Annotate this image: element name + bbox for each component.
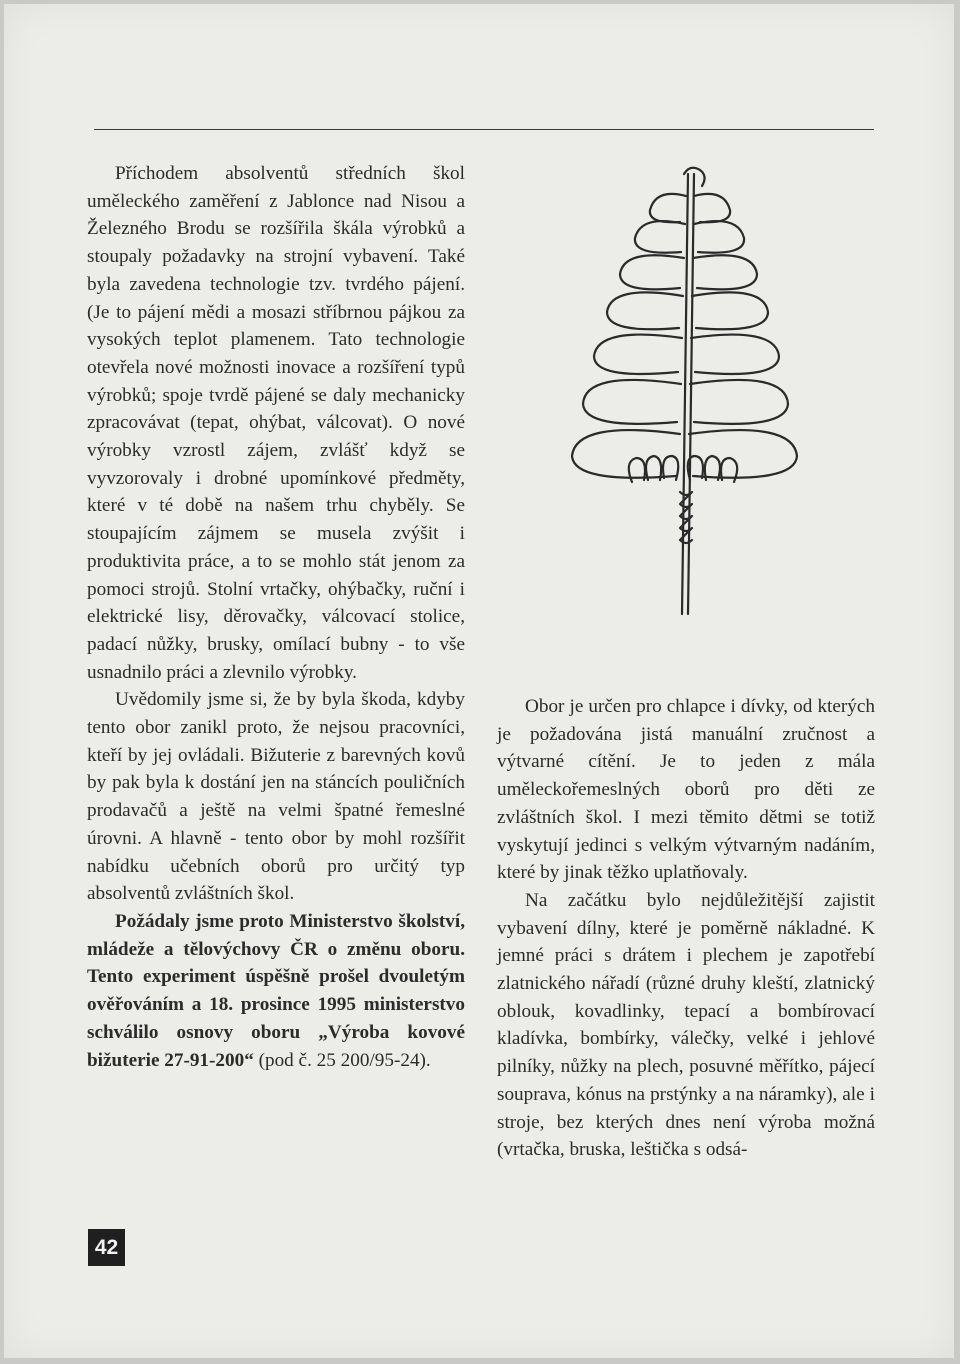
- left-paragraph-1: Příchodem absolventů středních škol uměleckého zaměření z Jablonce nad Nisou a Železného Brodu se rozšířila škála výrobků a stoupaly požadavky na strojní vybavení. Také byla zavedena technologie tzv. tvrdého pájení. (Je to pájení mědi a mosazi stříbrnou pájkou za vysokých teplot plamenem. Tato technologie otevřela nové možnosti inovace a rozšíření typů výrobků; spoje tvrdě pájené se daly mechanicky zpracovávat (tepat, ohýbat, válcovat). O nové výrobky vzrostl zájem, zvlášť když se vyvzorovaly i drobné upomínkové předměty, které v té době na našem trhu chyběly. Se stoupajícím zájmem se musela zvýšit i produktivita práce, a to se mohlo stát jenom za pomoci strojů. Stolní vrtačky, ohýbačky, ruční i elektrické lisy, děrovačky, válcovací stolice, padací nůžky, brusky, omílací bubny - to vše usnadnilo práci a zlevnilo výrobky.: [87, 163, 465, 683]
- page-number-badge: 42: [88, 1229, 125, 1266]
- course-name: Požádaly jsme proto Ministerstvo školství, mládeže a tělovýchovy ČR o změnu oboru. Tento experiment úspěšně prošel dvouletým ověřováním a 18. prosince 1995 ministerstvo schválilo osnovy oboru „Výroba kovové bižuterie 27-91-200“: [87, 910, 465, 1071]
- decree-number: (pod č. 25 200/95-24).: [253, 1049, 431, 1071]
- left-paragraph-2: Uvědomily jsme si, že by byla škoda, kdyby tento obor zanikl proto, že nejsou pracovníci, kteří by jej ovládali. Bižuterie z barevných kovů by pak byla k dostání jen na stáncích pouličních prodavačů a ještě na velmi špatné řemeslné úrovni. A hlavně - tento obor by mohl rozšířit nabídku učebních oborů pro určitý typ absolventů zvláštních škol.: [87, 689, 465, 905]
- right-paragraph-1: Obor je určen pro chlapce i dívky, od kterých je požadována jistá manuální zručnost a výtvarné cítění. Je to jeden z mála uměleckořemeslných oborů pro děti ze zvláštních škol. I mezi těmito dětmi se totiž vyskytují jedinci s velkým výtvarným nadáním, které by jinak těžko uplatňovaly.: [497, 696, 875, 884]
- right-column: [497, 693, 875, 1164]
- wire-jewelry-illustration: [552, 162, 832, 622]
- page: [4, 4, 954, 1358]
- right-paragraph-2: Na začátku bylo nejdůležitější zajistit vybavení dílny, které je poměrně nákladné. K jemné práci s drátem i plechem je zapotřebí zlatnického nářadí (různé druhy kleští, zlatnický oblouk, kovadlinky, tepací a bombírovací kladívka, bombírky, válečky, velké i jehlové pilníky, nůžky na plech, posuvné měřítko, pájecí souprava, kónus na prstýnky a na náramky), ale i stroje, bez kterých dnes není výroba možná (vrtačka, bruska, leštička s odsá-: [497, 889, 875, 1161]
- header-rule: [94, 129, 874, 130]
- left-paragraph-3: [87, 908, 465, 1074]
- left-column: [87, 160, 465, 1074]
